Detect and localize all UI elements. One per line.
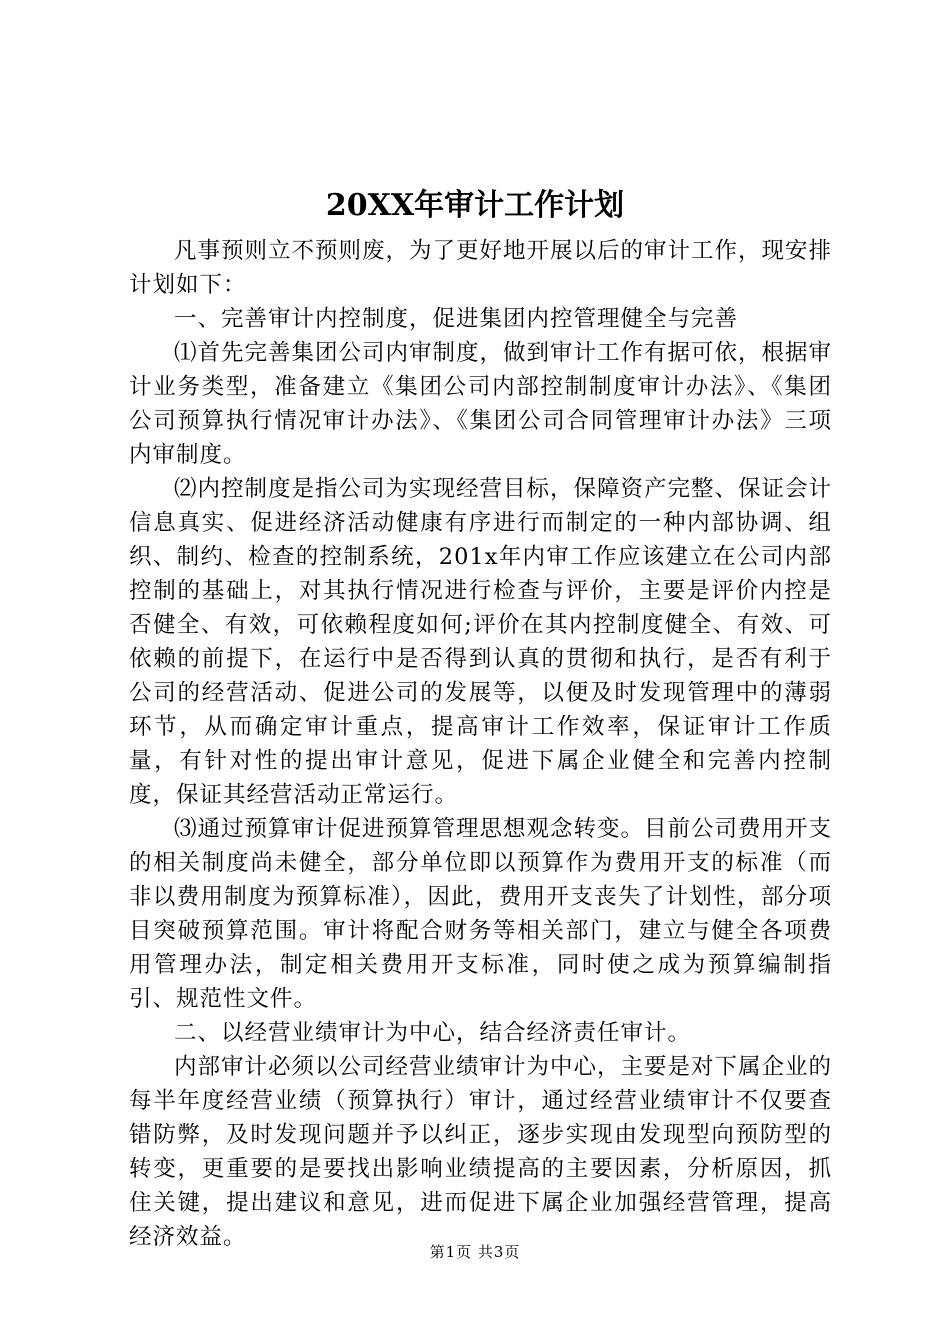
paragraph-section-2: 内部审计必须以公司经营业绩审计为中心，主要是对下属企业的每半年度经营业绩（预算执行）审计，通过经营业绩审计不仅要查错防弊，及时发现问题并予以纠正，逐步实现由发现型向预防型的转变，更重要的是要找出影响业绩提高的主要因素，分析原因，抓住关键，提出建议和意见，进而促进下属企业加强经营管理，提高经济效益。: [129, 1054, 833, 1250]
paragraph-intro: 凡事预则立不预则废，为了更好地开展以后的审计工作，现安排计划如下：: [129, 238, 833, 298]
document-title: 20XX年审计工作计划: [325, 188, 625, 223]
page-footer: 第1页 共3页: [429, 1243, 521, 1261]
paragraph-item-2: ⑵内控制度是指公司为实现经营目标，保障资产完整、保证会计信息真实、促进经济活动健康有序进行而制定的一种内部协调、组织、制约、检查的控制系统，201x年内审工作应该建立在公司内部控制的基础上，对其执行情况进行检查与评价，主要是评价内控是否健全、有效，可依赖程度如何;评价在其内控制度健全、有效、可依赖的前提下，在运行中是否得到认真的贯彻和执行，是否有利于公司的经营活动、促进公司的发展等，以便及时发现管理中的薄弱环节，从而确定审计重点，提高审计工作效率，保证审计工作质量，有针对性的提出审计意见，促进下属企业健全和完善内控制度，保证其经营活动正常运行。: [129, 476, 833, 808]
heading-section-2: 二、以经营业绩审计为中心，结合经济责任审计。: [174, 1020, 692, 1046]
paragraph-item-3: ⑶通过预算审计促进预算管理思想观念转变。目前公司费用开支的相关制度尚未健全，部分单位即以预算作为费用开支的标准（而非以费用制度为预算标准），因此，费用开支丧失了计划性，部分项目突破预算范围。审计将配合财务等相关部门，建立与健全各项费用管理办法，制定相关费用开支标准，同时使之成为预算编制指引、规范性文件。: [129, 816, 833, 1012]
heading-section-1: 一、完善审计内控制度，促进集团内控管理健全与完善: [174, 306, 739, 332]
paragraph-item-1: ⑴首先完善集团公司内审制度，做到审计工作有据可依，根据审计业务类型，准备建立《集团公司内部控制制度审计办法》、《集团公司预算执行情况审计办法》、《集团公司合同管理审计办法》三项内审制度。: [129, 340, 833, 468]
document-body: [129, 234, 832, 1254]
